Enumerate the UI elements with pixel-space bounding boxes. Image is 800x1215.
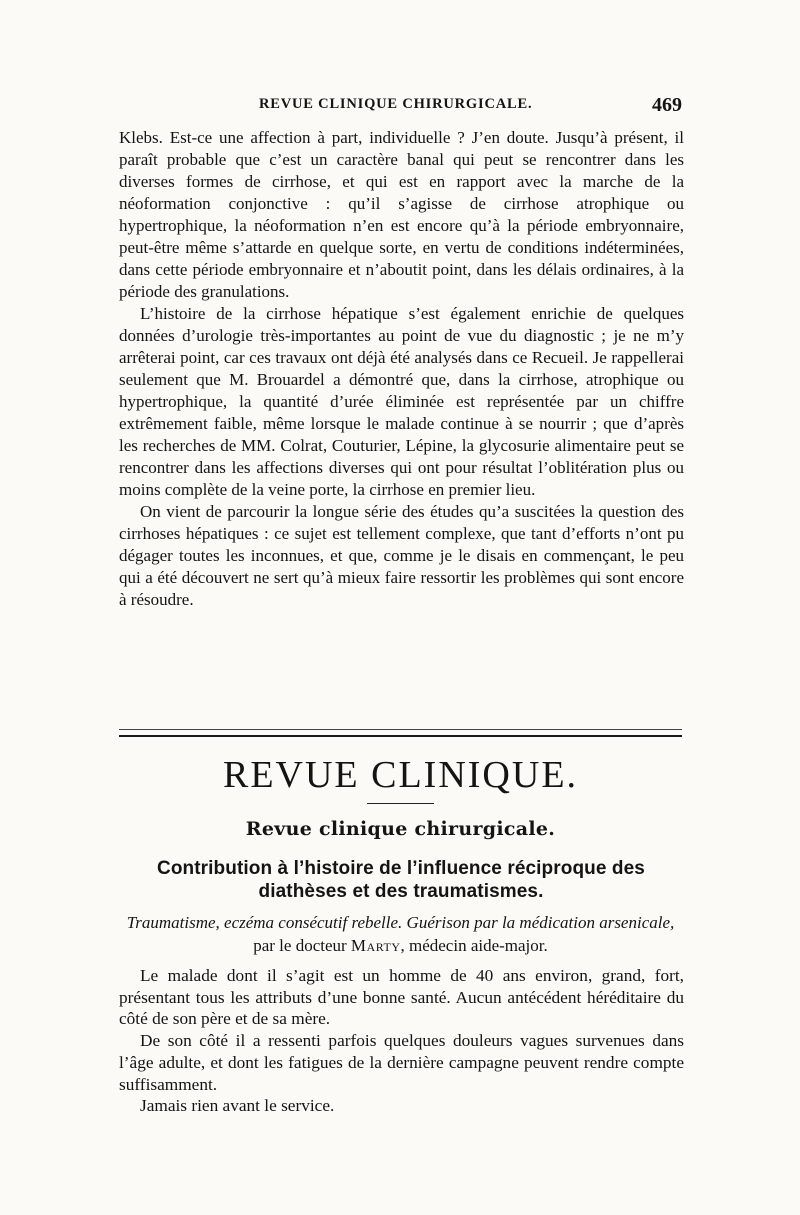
section-subtitle: Revue clinique chirurgicale.	[245, 818, 556, 840]
paragraph: De son côté il a ressenti parfois quelques douleurs vagues survenues dans l’âge adulte, et dont les fatigues de la dernière campagne peuvent rendre compte suffisamment.	[119, 1031, 684, 1094]
article-body	[119, 965, 684, 1117]
section-title: REVUE CLINIQUE.	[222, 754, 579, 796]
paragraph: Klebs. Est-ce une affection à part, individuelle ? J’en doute. Jusqu’à présent, il paraît probable que c’est un caractère banal qui peut se rencontrer dans les diverses formes de cirrhose, et qui est en rapport avec la marche de la néoformation conjonctive : qu’il s’agisse de cirrhose atrophique ou hypertrophique, la néoformation n’en est encore qu’à la période embryonnaire, peut-être même s’attarde en quelque sorte, en vertu de conditions indéterminées, dans cette période embryonnaire et n’aboutit point, dans les délais ordinaires, à la période des granulations.	[119, 128, 684, 301]
section-title-underline	[367, 803, 434, 804]
paragraph: On vient de parcourir la longue série des études qu’a suscitées la question des cirrhoses hépatiques : ce sujet est tellement complexe, que tant d’efforts n’ont pu dégager toutes les inconnues, et que, comme je le disais en commençant, le peu qui a été découvert ne sert qu’à mieux faire ressortir les problèmes qui sont encore à résoudre.	[119, 502, 684, 609]
section-divider-thin	[119, 729, 682, 730]
paragraph: Le malade dont il s’agit est un homme de 40 ans environ, grand, fort, présentant tous les attributs d’une bonne santé. Aucun antécédent héréditaire du côté de son père et de sa mère.	[119, 966, 684, 1029]
previous-article-ending	[119, 127, 684, 611]
byline-suffix: , médecin aide-major.	[400, 936, 548, 955]
section-divider-thick	[119, 735, 682, 737]
paragraph: L’histoire de la cirrhose hépatique s’est également enrichie de quelques données d’urologie très-importantes au point de vue du diagnostic ; je ne m’y arrêterai point, car ces travaux ont déjà été analysés dans ce Recueil. Je rappellerai seulement que M. Brouardel a démontré que, dans la cirrhose, atrophique ou hypertrophique, la quantité d’urée éliminée est représentée par un chiffre extrêmement faible, même lorsque le malade continue à se nourrir ; que d’après les recherches de MM. Colrat, Couturier, Lépine, la glycosurie alimentaire peut se rencontrer dans les affections diverses qui ont pour résultat l’oblitération plus ou moins complète de la veine porte, la cirrhose en premier lieu.	[119, 304, 684, 499]
byline-prefix: par le docteur	[253, 936, 347, 955]
paragraph: Jamais rien avant le service.	[140, 1096, 335, 1116]
running-title: REVUE CLINIQUE CHIRURGICALE.	[259, 96, 533, 112]
article-title: Contribution à l’histoire de l’influence réciproque des diathèses et des traumatismes.	[157, 858, 645, 902]
page-number: 469	[652, 94, 682, 116]
running-header	[119, 94, 682, 120]
byline-case-title: Traumatisme, eczéma consécutif rebelle. Guérison par la médication arsenicale,	[126, 913, 675, 932]
byline-author: Marty	[350, 936, 401, 955]
article-byline	[119, 911, 682, 957]
